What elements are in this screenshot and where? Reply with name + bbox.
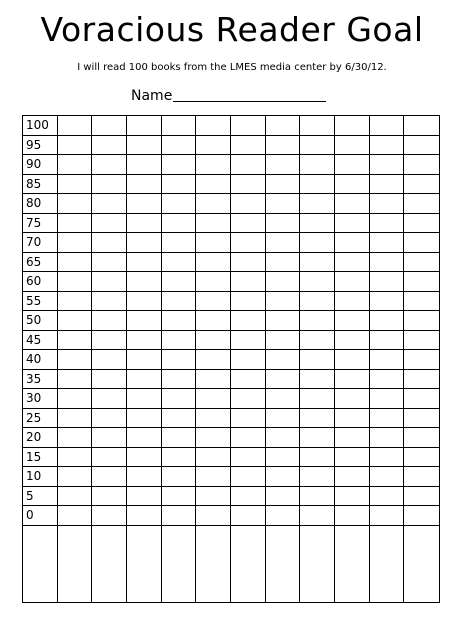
tracker-cell[interactable] [162,311,197,331]
tracker-cell[interactable] [196,467,231,487]
student-name-cell[interactable] [404,526,439,603]
tracker-cell[interactable] [196,487,231,507]
tracker-cell[interactable] [335,292,370,312]
tracker-cell[interactable] [370,370,405,390]
tracker-cell[interactable] [404,311,439,331]
row-label-cell: 90 [23,155,58,175]
page-title: Voracious Reader Goal [40,10,424,49]
row-label-cell: 80 [23,194,58,214]
tracker-cell[interactable] [196,136,231,156]
tracker-cell[interactable] [231,175,266,195]
tracker-cell[interactable] [127,175,162,195]
tracker-cell[interactable] [404,272,439,292]
tracker-cell[interactable] [266,389,301,409]
tracker-cell[interactable] [266,487,301,507]
tracker-cell[interactable] [231,370,266,390]
tracker-cell[interactable] [300,487,335,507]
tracker-cell[interactable] [370,389,405,409]
tracker-cell[interactable] [127,389,162,409]
tracker-cell[interactable] [58,292,93,312]
reading-tracker-grid [22,115,440,603]
tracker-cell[interactable] [300,350,335,370]
tracker-cell[interactable] [127,136,162,156]
tracker-cell[interactable] [370,350,405,370]
tracker-cell[interactable] [92,487,127,507]
tracker-cell[interactable] [162,116,197,136]
row-label-cell: 20 [23,428,58,448]
tracker-cell[interactable] [196,389,231,409]
tracker-cell[interactable] [266,409,301,429]
tracker-cell[interactable] [335,370,370,390]
tracker-cell[interactable] [370,487,405,507]
tracker-cell[interactable] [266,506,301,526]
tracker-cell[interactable] [335,467,370,487]
tracker-cell[interactable] [196,292,231,312]
tracker-cell[interactable] [58,155,93,175]
tracker-cell[interactable] [300,448,335,468]
tracker-cell[interactable] [335,155,370,175]
tracker-cell[interactable] [300,292,335,312]
tracker-cell[interactable] [127,311,162,331]
tracker-cell[interactable] [231,292,266,312]
tracker-cell[interactable] [58,272,93,292]
tracker-cell[interactable] [127,194,162,214]
tracker-cell[interactable] [300,233,335,253]
tracker-cell[interactable] [196,428,231,448]
tracker-cell[interactable] [162,409,197,429]
row-label-cell: 30 [23,389,58,409]
tracker-cell[interactable] [370,136,405,156]
tracker-cell[interactable] [231,272,266,292]
tracker-cell[interactable] [370,311,405,331]
tracker-cell[interactable] [127,428,162,448]
tracker-cell[interactable] [266,370,301,390]
tracker-cell[interactable] [300,272,335,292]
student-name-cell[interactable] [127,526,162,603]
tracker-cell[interactable] [92,253,127,273]
tracker-cell[interactable] [404,389,439,409]
tracker-cell[interactable] [92,350,127,370]
tracker-cell[interactable] [335,409,370,429]
tracker-cell[interactable] [127,233,162,253]
tracker-cell[interactable] [231,506,266,526]
tracker-cell[interactable] [127,292,162,312]
tracker-cell[interactable] [231,253,266,273]
name-field[interactable] [131,84,326,104]
tracker-cell[interactable] [58,467,93,487]
tracker-cell[interactable] [266,428,301,448]
tracker-cell[interactable] [266,136,301,156]
tracker-cell[interactable] [162,448,197,468]
tracker-cell[interactable] [266,253,301,273]
tracker-cell[interactable] [370,253,405,273]
student-name-cell[interactable] [58,526,93,603]
tracker-cell[interactable] [92,389,127,409]
tracker-cell[interactable] [335,448,370,468]
tracker-cell[interactable] [58,428,93,448]
tracker-cell[interactable] [127,214,162,234]
tracker-cell[interactable] [231,350,266,370]
tracker-cell[interactable] [370,233,405,253]
tracker-cell[interactable] [92,292,127,312]
student-name-cell[interactable] [196,526,231,603]
tracker-cell[interactable] [335,331,370,351]
tracker-cell[interactable] [127,467,162,487]
tracker-cell[interactable] [196,272,231,292]
tracker-cell[interactable] [404,116,439,136]
student-name-cell[interactable] [335,526,370,603]
tracker-cell[interactable] [404,331,439,351]
tracker-cell[interactable] [162,467,197,487]
tracker-cell[interactable] [404,370,439,390]
tracker-cell[interactable] [335,194,370,214]
tracker-cell[interactable] [335,116,370,136]
tracker-cell[interactable] [127,487,162,507]
tracker-cell[interactable] [231,136,266,156]
name-blank-line[interactable] [173,101,326,102]
tracker-cell[interactable] [92,506,127,526]
tracker-cell[interactable] [162,272,197,292]
row-label-cell: 60 [23,272,58,292]
tracker-cell[interactable] [335,350,370,370]
tracker-cell[interactable] [196,233,231,253]
tracker-cell[interactable] [58,175,93,195]
tracker-cell[interactable] [231,409,266,429]
row-label-cell: 5 [23,487,58,507]
tracker-cell[interactable] [127,331,162,351]
tracker-cell[interactable] [58,350,93,370]
tracker-cell[interactable] [266,194,301,214]
row-label-cell: 95 [23,136,58,156]
tracker-cell[interactable] [300,331,335,351]
tracker-cell[interactable] [404,350,439,370]
tracker-cell[interactable] [127,506,162,526]
tracker-cell[interactable] [58,253,93,273]
tracker-cell[interactable] [92,409,127,429]
student-name-cell[interactable] [370,526,405,603]
tracker-cell[interactable] [300,389,335,409]
tracker-cell[interactable] [162,175,197,195]
tracker-cell[interactable] [196,194,231,214]
student-name-cell[interactable] [231,526,266,603]
tracker-cell[interactable] [231,233,266,253]
name-label: Name [131,88,173,104]
tracker-cell[interactable] [58,448,93,468]
tracker-cell[interactable] [162,331,197,351]
tracker-cell[interactable] [196,350,231,370]
tracker-cell[interactable] [404,175,439,195]
tracker-cell[interactable] [58,409,93,429]
tracker-cell[interactable] [404,467,439,487]
tracker-cell[interactable] [92,233,127,253]
tracker-cell[interactable] [231,389,266,409]
tracker-cell[interactable] [162,389,197,409]
student-name-cell[interactable] [300,526,335,603]
tracker-cell[interactable] [196,370,231,390]
tracker-cell[interactable] [300,214,335,234]
row-label-cell: 35 [23,370,58,390]
tracker-cell[interactable] [231,448,266,468]
tracker-cell[interactable] [335,253,370,273]
tracker-cell[interactable] [300,155,335,175]
row-label-cell: 75 [23,214,58,234]
tracker-cell[interactable] [127,253,162,273]
tracker-cell[interactable] [335,487,370,507]
tracker-cell[interactable] [404,233,439,253]
tracker-cell[interactable] [58,389,93,409]
row-label-cell: 0 [23,506,58,526]
row-label-cell: 70 [23,233,58,253]
tracker-cell[interactable] [196,506,231,526]
tracker-cell[interactable] [370,116,405,136]
tracker-cell[interactable] [266,448,301,468]
student-name-cell[interactable] [162,526,197,603]
tracker-cell[interactable] [300,370,335,390]
tracker-cell[interactable] [58,116,93,136]
tracker-cell[interactable] [58,194,93,214]
tracker-cell[interactable] [162,233,197,253]
tracker-cell[interactable] [370,194,405,214]
tracker-cell[interactable] [404,506,439,526]
tracker-cell[interactable] [92,311,127,331]
tracker-cell[interactable] [231,428,266,448]
tracker-cell[interactable] [335,272,370,292]
tracker-cell[interactable] [231,467,266,487]
row-label-cell: 50 [23,311,58,331]
tracker-cell[interactable] [300,253,335,273]
tracker-cell[interactable] [92,194,127,214]
tracker-cell[interactable] [127,448,162,468]
tracker-cell[interactable] [162,428,197,448]
tracker-cell[interactable] [196,448,231,468]
tracker-cell[interactable] [404,487,439,507]
tracker-cell[interactable] [370,175,405,195]
tracker-cell[interactable] [162,194,197,214]
tracker-cell[interactable] [335,136,370,156]
tracker-cell[interactable] [404,409,439,429]
tracker-cell[interactable] [404,155,439,175]
tracker-cell[interactable] [162,253,197,273]
tracker-cell[interactable] [300,506,335,526]
tracker-cell[interactable] [92,448,127,468]
tracker-cell[interactable] [92,155,127,175]
tracker-cell[interactable] [58,311,93,331]
tracker-cell[interactable] [231,487,266,507]
student-name-cell[interactable] [92,526,127,603]
tracker-cell[interactable] [266,233,301,253]
row-label-cell: 100 [23,116,58,136]
tracker-cell[interactable] [196,116,231,136]
tracker-cell[interactable] [266,292,301,312]
row-label-cell: 10 [23,467,58,487]
tracker-cell[interactable] [300,467,335,487]
tracker-cell[interactable] [58,136,93,156]
tracker-cell[interactable] [58,370,93,390]
tracker-cell[interactable] [231,214,266,234]
tracker-cell[interactable] [335,389,370,409]
tracker-cell[interactable] [92,272,127,292]
tracker-cell[interactable] [300,428,335,448]
tracker-cell[interactable] [92,331,127,351]
tracker-cell[interactable] [58,487,93,507]
tracker-cell[interactable] [335,214,370,234]
tracker-cell[interactable] [196,409,231,429]
tracker-cell[interactable] [404,253,439,273]
tracker-cell[interactable] [300,175,335,195]
tracker-cell[interactable] [58,233,93,253]
tracker-cell[interactable] [92,136,127,156]
row-label-cell [23,526,58,603]
tracker-cell[interactable] [162,506,197,526]
tracker-cell[interactable] [370,409,405,429]
tracker-cell[interactable] [92,175,127,195]
tracker-cell[interactable] [196,331,231,351]
tracker-cell[interactable] [266,311,301,331]
row-label-cell: 40 [23,350,58,370]
row-label-cell: 45 [23,331,58,351]
tracker-cell[interactable] [370,155,405,175]
tracker-cell[interactable] [162,487,197,507]
tracker-cell[interactable] [231,331,266,351]
tracker-cell[interactable] [127,350,162,370]
tracker-cell[interactable] [370,506,405,526]
tracker-cell[interactable] [370,448,405,468]
tracker-cell[interactable] [231,311,266,331]
tracker-cell[interactable] [92,428,127,448]
tracker-cell[interactable] [92,214,127,234]
tracker-cell[interactable] [162,155,197,175]
tracker-cell[interactable] [92,370,127,390]
tracker-cell[interactable] [404,448,439,468]
tracker-cell[interactable] [127,272,162,292]
tracker-cell[interactable] [231,155,266,175]
tracker-cell[interactable] [58,506,93,526]
tracker-cell[interactable] [196,311,231,331]
tracker-cell[interactable] [266,214,301,234]
tracker-cell[interactable] [335,175,370,195]
row-label-cell: 15 [23,448,58,468]
tracker-cell[interactable] [127,116,162,136]
tracker-cell[interactable] [92,467,127,487]
tracker-cell[interactable] [266,331,301,351]
tracker-cell[interactable] [300,311,335,331]
tracker-cell[interactable] [335,233,370,253]
tracker-cell[interactable] [196,175,231,195]
tracker-cell[interactable] [370,331,405,351]
tracker-cell[interactable] [196,155,231,175]
row-label-cell: 55 [23,292,58,312]
tracker-cell[interactable] [58,214,93,234]
tracker-cell[interactable] [404,136,439,156]
tracker-cell[interactable] [266,467,301,487]
tracker-cell[interactable] [266,272,301,292]
tracker-cell[interactable] [162,350,197,370]
tracker-cell[interactable] [300,194,335,214]
tracker-cell[interactable] [370,292,405,312]
tracker-cell[interactable] [127,409,162,429]
student-name-cell[interactable] [266,526,301,603]
tracker-cell[interactable] [92,116,127,136]
tracker-cell[interactable] [266,350,301,370]
tracker-cell[interactable] [335,311,370,331]
tracker-cell[interactable] [58,331,93,351]
tracker-cell[interactable] [231,194,266,214]
tracker-cell[interactable] [370,272,405,292]
tracker-cell[interactable] [127,370,162,390]
tracker-cell[interactable] [335,428,370,448]
tracker-cell[interactable] [404,194,439,214]
tracker-cell[interactable] [231,116,266,136]
tracker-cell[interactable] [162,136,197,156]
tracker-cell[interactable] [266,175,301,195]
row-label-cell: 65 [23,253,58,273]
tracker-cell[interactable] [404,214,439,234]
tracker-cell[interactable] [300,116,335,136]
row-label-cell: 85 [23,175,58,195]
tracker-cell[interactable] [300,409,335,429]
tracker-cell[interactable] [370,467,405,487]
tracker-cell[interactable] [404,428,439,448]
tracker-cell[interactable] [162,292,197,312]
tracker-cell[interactable] [404,292,439,312]
tracker-cell[interactable] [127,155,162,175]
tracker-cell[interactable] [162,370,197,390]
goal-statement: I will read 100 books from the LMES media center by 6/30/12. [77,62,387,73]
tracker-cell[interactable] [162,214,197,234]
tracker-cell[interactable] [196,253,231,273]
tracker-cell[interactable] [300,136,335,156]
tracker-cell[interactable] [196,214,231,234]
tracker-cell[interactable] [370,214,405,234]
tracker-cell[interactable] [335,506,370,526]
tracker-cell[interactable] [266,116,301,136]
tracker-cell[interactable] [370,428,405,448]
tracker-cell[interactable] [266,155,301,175]
row-label-cell: 25 [23,409,58,429]
